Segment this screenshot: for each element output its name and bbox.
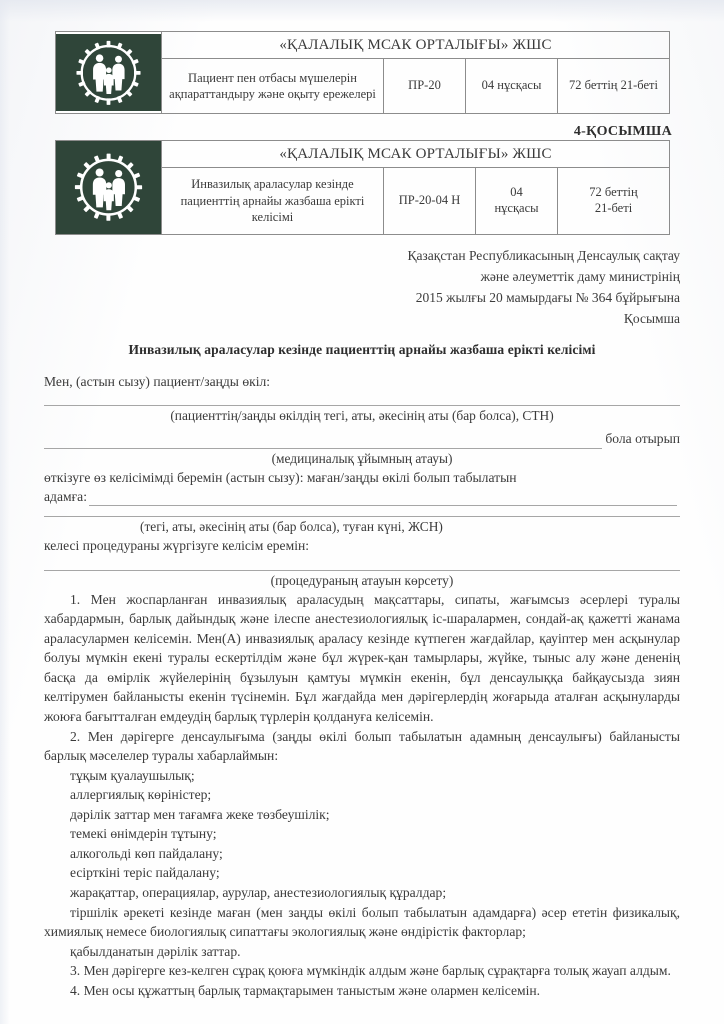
table-row [56, 141, 670, 168]
bola-otyryp-label: бола отырып [605, 431, 680, 447]
list-item: аллергиялық көріністер; [70, 787, 212, 803]
doc-title-cell: Инвазилық араласулар кезінде пациенттің арнайы жазбаша ерікті келісімі [162, 167, 384, 234]
doc-title-cell: Пациент пен отбасы мүшелерін ақпараттандыру және оқыту ережелері [162, 58, 384, 113]
clinic-logo-cell [56, 141, 162, 235]
doc-page-cell: 72 беттің 21-беті [558, 58, 670, 113]
list-item: есірткіні теріс пайдалану; [70, 865, 220, 881]
header-table-2-wrap [55, 140, 669, 235]
clinic-logo-cell [56, 32, 162, 114]
ministry-reference-block [350, 246, 680, 330]
ministry-ref-line-1: Қазақстан Республикасының Денсаулық сақтау [407, 248, 680, 263]
org-name-cell: «ҚАЛАЛЫҚ МСАК ОРТАЛЫҒЫ» ЖШС [162, 141, 670, 168]
organization-blank-row [44, 429, 680, 448]
consent-line: өткізуге өз келісімімді беремін (астын сызу): маған/заңды өкілі болып табылатын [44, 469, 517, 485]
list-item: дәрілік заттар мен тағамға жеке төзбеушілік; [70, 806, 330, 822]
list-item: темекі өнімдерін тұтыну; [70, 826, 217, 842]
person-blank-row [44, 487, 680, 506]
clause-3: 3. Мен дәрігерге кез-келген сұрақ қоюға мүмкіндік алдым және барлық сұрақтарға толық жауап алдым. [70, 963, 671, 979]
doc-page-line-2: 21-беті [594, 200, 633, 215]
list-item: тұқым қуалаушылық; [70, 767, 195, 783]
list-item: алкогольді көп пайдалану; [70, 845, 223, 861]
doc-version-line-2: нұсқасы [494, 200, 539, 215]
doc-page-cell [558, 167, 670, 234]
scan-edge-left [0, 0, 10, 1024]
ministry-ref-line-3: 2015 жылғы 20 мамырдағы № 364 бұйрығына [415, 289, 680, 305]
doc-version-cell [476, 167, 558, 234]
org-name-cell: «ҚАЛАЛЫҚ МСАК ОРТАЛЫҒЫ» ЖШС [162, 32, 670, 59]
scan-shadow-band [0, 0, 724, 22]
header-table-1-wrap [55, 31, 669, 114]
intro-line: Мен, (астын сызу) пациент/заңды өкіл: [44, 374, 271, 389]
caption-organization: (медициналық ұйымның атауы) [271, 450, 453, 466]
adamga-label: адамға: [44, 488, 87, 504]
ministry-ref-line-2: және әлеуметтік даму министрінің [480, 268, 680, 284]
list-item: қабылданатын дәрілік заттар. [70, 943, 241, 959]
doc-code-cell: ПР-20-04 Н [384, 167, 476, 234]
page-title: Инвазилық араласулар кезінде пациенттің арнайы жазбаша ерікті келісімі [128, 342, 596, 357]
doc-version-cell: 04 нұсқасы [466, 58, 558, 113]
list-item: жарақаттар, операциялар, аурулар, анестезиологиялық құралдар; [70, 885, 447, 901]
clinic-family-emblem-icon [56, 34, 161, 112]
person-blank-line-1[interactable] [89, 491, 677, 506]
caption-person: (тегі, аты, әкесінің аты (бар болса), туған күні, ЖСН) [140, 519, 443, 535]
clinic-family-emblem-icon [56, 141, 161, 233]
table-row [56, 32, 670, 59]
caption-procedure: (процедураның атауын көрсету) [270, 572, 454, 588]
list-item-environmental-factors: тіршілік әрекеті кезінде маған (мен заңды өкілі болып табылатын адамдарға) әсер ететін физикалық, химиялық немесе биологиялық сипаттағы экологиялық және өндірістік факторлар; [44, 904, 680, 940]
clause-1: 1. Мен жоспарланған инвазиялық араласудың мақсаттары, сипаты, жағымсыз әсерлері туралы хабардармын, барлық дайындық және ілеспе анестезиологиялық іс-шаралармен, сондай-ақ қажетті жанама араласулармен келісемін. Мен(А) инвазиялық араласу кезінде күтпеген жағдайлар, қауіптер мен асқынулар болуы мүмкін екені туралы ескертілдім және бұл жүрек-қан тамырлары, жүйке, тыныс алу және дененің басқа да өмірлік жүйелерінің бұзылуын қамтуы мүмкін екенін, бұл денсаулыққа байқаусызда зиян келтірумен байланысты екенін түсінемін. Бұл жағдайда мен дәрігерлердің жоғарыда аталған асқынуларды жоюға бағытталған емдеудің барлық түрлерін қолдануға келісемін. [44, 591, 680, 724]
doc-version-line-1: 04 [510, 185, 523, 200]
clause-4: 4. Мен осы құжаттың барлық тармақтарымен таныстым және олармен келісемін. [70, 982, 541, 998]
ministry-ref-line-4: Қосымша [623, 310, 680, 326]
header-table-1 [55, 31, 670, 114]
clause-2-head: 2. Мен дәрігерге денсаулығыма (заңды өкілі болып табылатын адамның денсаулығы) байланысты барлық мәселелер туралы хабарлаймын: [44, 728, 680, 764]
appendix-label: 4-ҚОСЫМША [573, 124, 672, 139]
caption-patient-name: (пациенттің/заңды өкілдің тегі, аты, әкесінің аты (бар болса), СТН) [170, 408, 554, 424]
doc-page-line-1: 72 беттің [589, 185, 638, 200]
doc-code-cell: ПР-20 [384, 58, 466, 113]
form-body [44, 372, 680, 1000]
organization-blank-line[interactable] [44, 434, 602, 449]
procedure-line: келесі процедураны жүргізуге келісім еремін: [44, 538, 310, 554]
header-table-2 [55, 140, 670, 235]
